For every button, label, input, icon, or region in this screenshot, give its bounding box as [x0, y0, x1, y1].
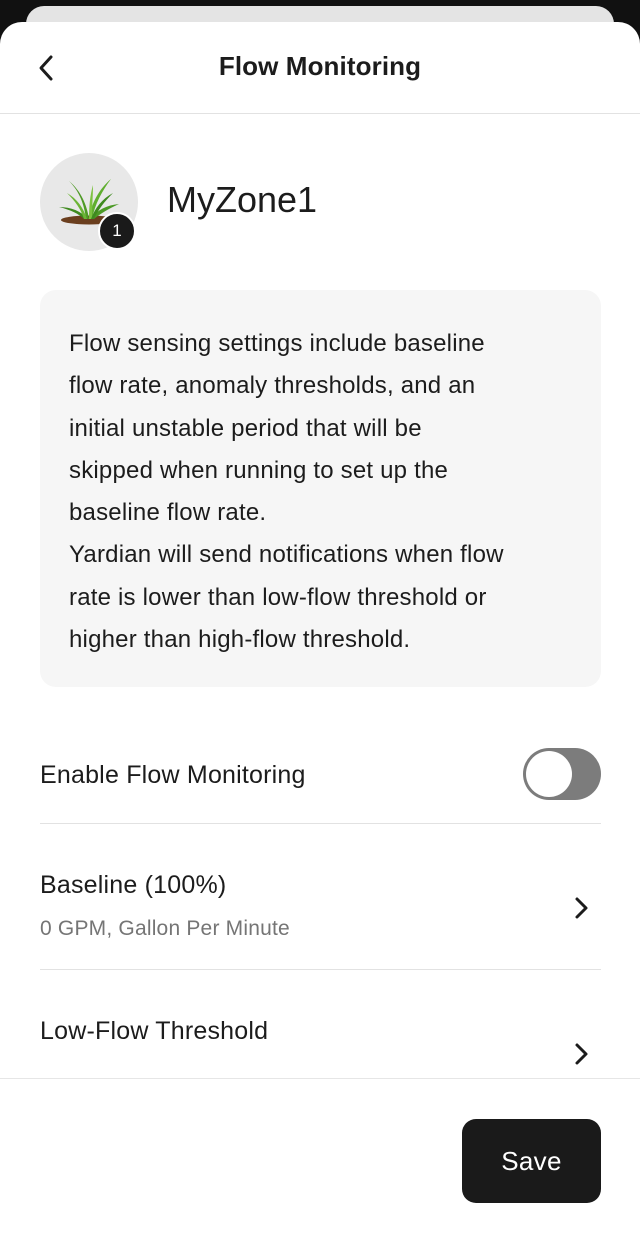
enable-flow-monitoring-row — [40, 732, 601, 824]
save-button[interactable]: Save — [462, 1119, 601, 1203]
chevron-right-icon — [573, 894, 591, 922]
baseline-title: Baseline (100%) — [40, 871, 227, 899]
low-flow-threshold-title: Low-Flow Threshold — [40, 1017, 269, 1045]
bottom-action-bar — [0, 1078, 640, 1254]
enable-flow-monitoring-toggle[interactable] — [523, 748, 601, 800]
info-text: Flow sensing settings include baseline flow rate, anomaly thresholds, and an initial unstable period that will be skipped when running to set up the baseline flow rate. Yardian will send notifications when flow rate is lower than low-flow threshold or higher than high-flow threshold. — [69, 330, 504, 654]
baseline-row[interactable] — [40, 824, 601, 970]
chevron-right-icon — [573, 1040, 591, 1068]
flow-monitoring-sheet — [0, 22, 640, 1254]
zone-number-badge: 1 — [98, 212, 136, 250]
info-panel — [40, 290, 601, 687]
baseline-subtitle: 0 GPM, Gallon Per Minute — [40, 917, 290, 940]
enable-flow-monitoring-label: Enable Flow Monitoring — [40, 761, 306, 789]
toggle-knob — [526, 751, 572, 797]
page-title: Flow Monitoring — [218, 51, 422, 81]
zone-header — [40, 153, 600, 251]
zone-name: MyZone1 — [167, 179, 318, 220]
header-bar — [0, 22, 640, 114]
